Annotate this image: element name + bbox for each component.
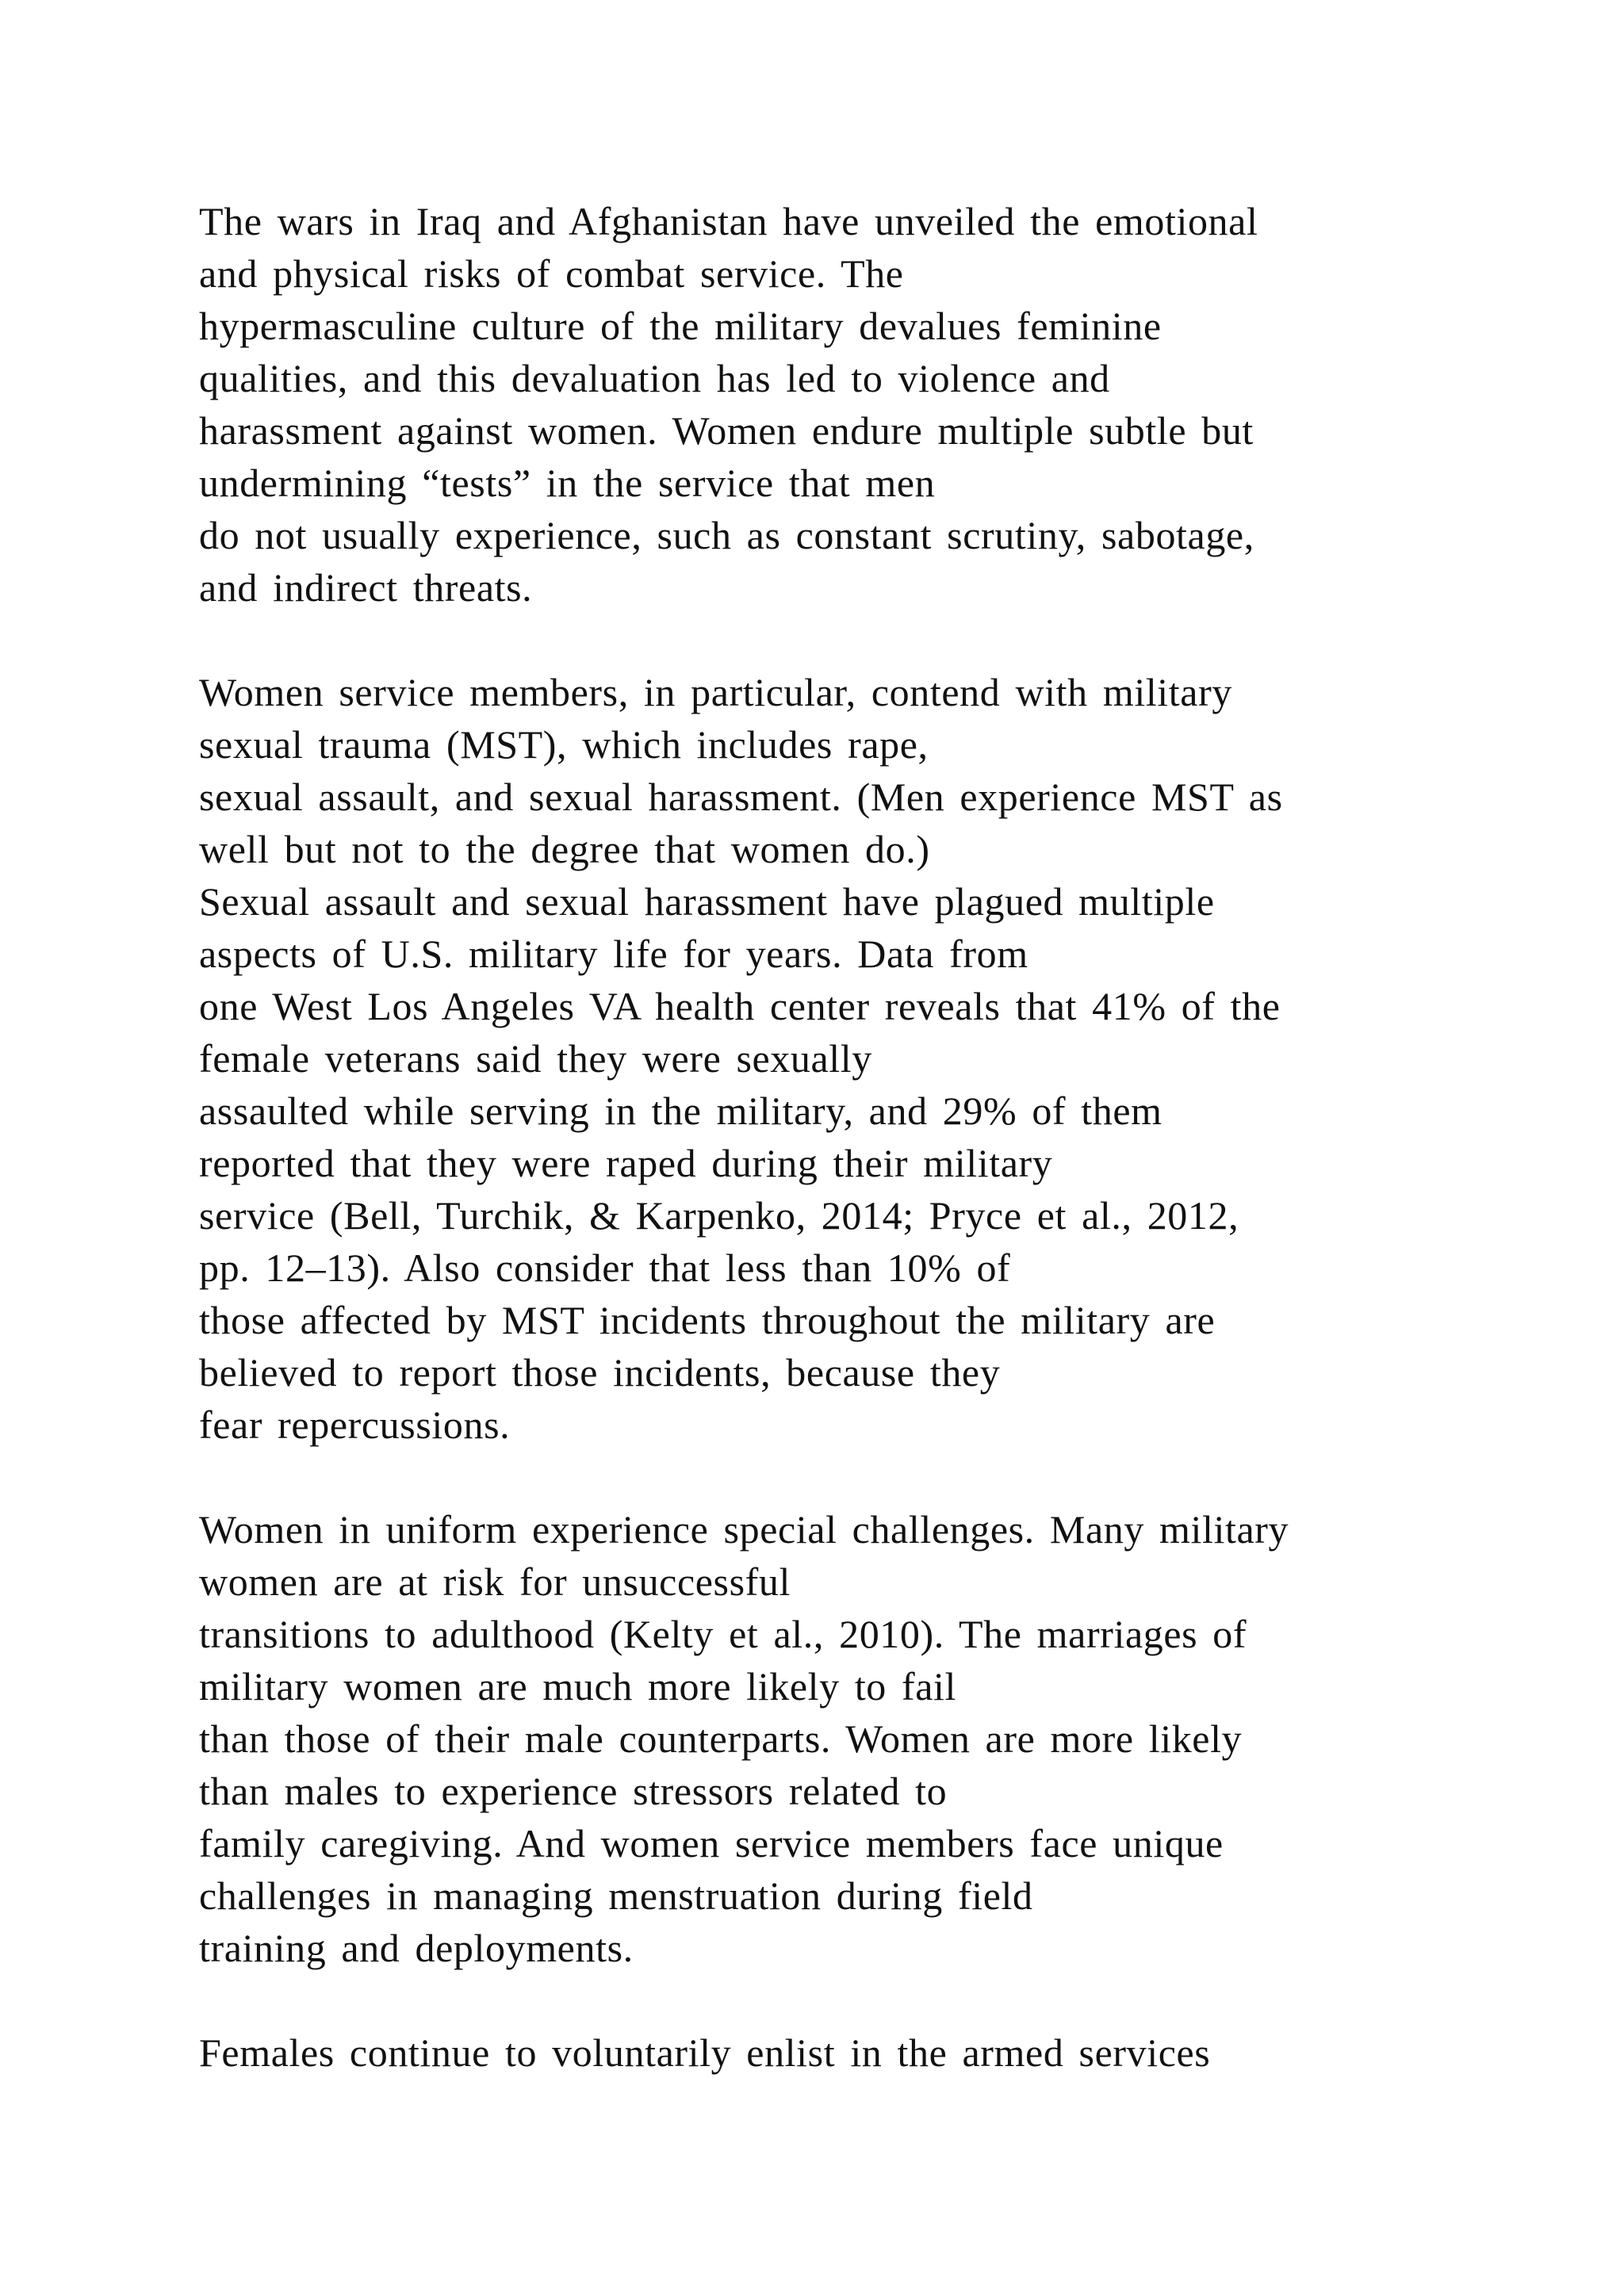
- text-line: challenges in managing menstruation during field: [199, 1873, 1033, 1918]
- paragraph-2: [199, 666, 1515, 1451]
- text-line: sexual trauma (MST), which includes rape,: [199, 722, 929, 767]
- text-line: and indirect threats.: [199, 565, 533, 610]
- text-line: pp. 12–13). Also consider that less than 10% of: [199, 1246, 1011, 1290]
- text-line: transitions to adulthood (Kelty et al., 2010). The marriages of: [199, 1612, 1247, 1656]
- text-line: do not usually experience, such as constant scrutiny, sabotage,: [199, 513, 1254, 557]
- text-line: Sexual assault and sexual harassment have plagued multiple: [199, 879, 1215, 924]
- document-body: [199, 195, 1515, 2131]
- text-line: well but not to the degree that women do.): [199, 827, 930, 871]
- text-line: women are at risk for unsuccessful: [199, 1559, 791, 1604]
- text-line: fear repercussions.: [199, 1402, 511, 1447]
- text-line: hypermasculine culture of the military devalues feminine: [199, 304, 1162, 348]
- text-line: family caregiving. And women service members face unique: [199, 1821, 1224, 1866]
- text-line: those affected by MST incidents throughout the military are: [199, 1298, 1216, 1342]
- text-line: Women in uniform experience special challenges. Many military: [199, 1507, 1289, 1552]
- text-line: than males to experience stressors related to: [199, 1769, 948, 1813]
- text-line: military women are much more likely to fail: [199, 1664, 957, 1709]
- text-line: female veterans said they were sexually: [199, 1036, 872, 1081]
- text-line: aspects of U.S. military life for years. Data from: [199, 932, 1028, 976]
- text-line: believed to report those incidents, because they: [199, 1350, 1001, 1395]
- text-line: one West Los Angeles VA health center reveals that 41% of the: [199, 984, 1281, 1028]
- text-line: sexual assault, and sexual harassment. (Men experience MST as: [199, 775, 1283, 819]
- text-line: Women service members, in particular, contend with military: [199, 670, 1232, 714]
- text-line: reported that they were raped during their military: [199, 1141, 1053, 1185]
- text-line: assaulted while serving in the military, and 29% of them: [199, 1089, 1162, 1133]
- text-line: undermining “tests” in the service that men: [199, 461, 936, 505]
- text-line: The wars in Iraq and Afghanistan have unveiled the emotional: [199, 199, 1258, 243]
- text-line: training and deployments.: [199, 1926, 634, 1970]
- text-line: service (Bell, Turchik, & Karpenko, 2014; Pryce et al., 2012,: [199, 1193, 1239, 1238]
- paragraph-1: [199, 195, 1515, 614]
- paragraph-3: [199, 1503, 1515, 1974]
- paragraph-4: [199, 2026, 1515, 2079]
- text-line: harassment against women. Women endure multiple subtle but: [199, 408, 1254, 453]
- text-line: than those of their male counterparts. Women are more likely: [199, 1716, 1243, 1761]
- text-line: and physical risks of combat service. The: [199, 251, 904, 296]
- text-line: qualities, and this devaluation has led to violence and: [199, 356, 1110, 400]
- text-line: Females continue to voluntarily enlist in the armed services: [199, 2030, 1211, 2075]
